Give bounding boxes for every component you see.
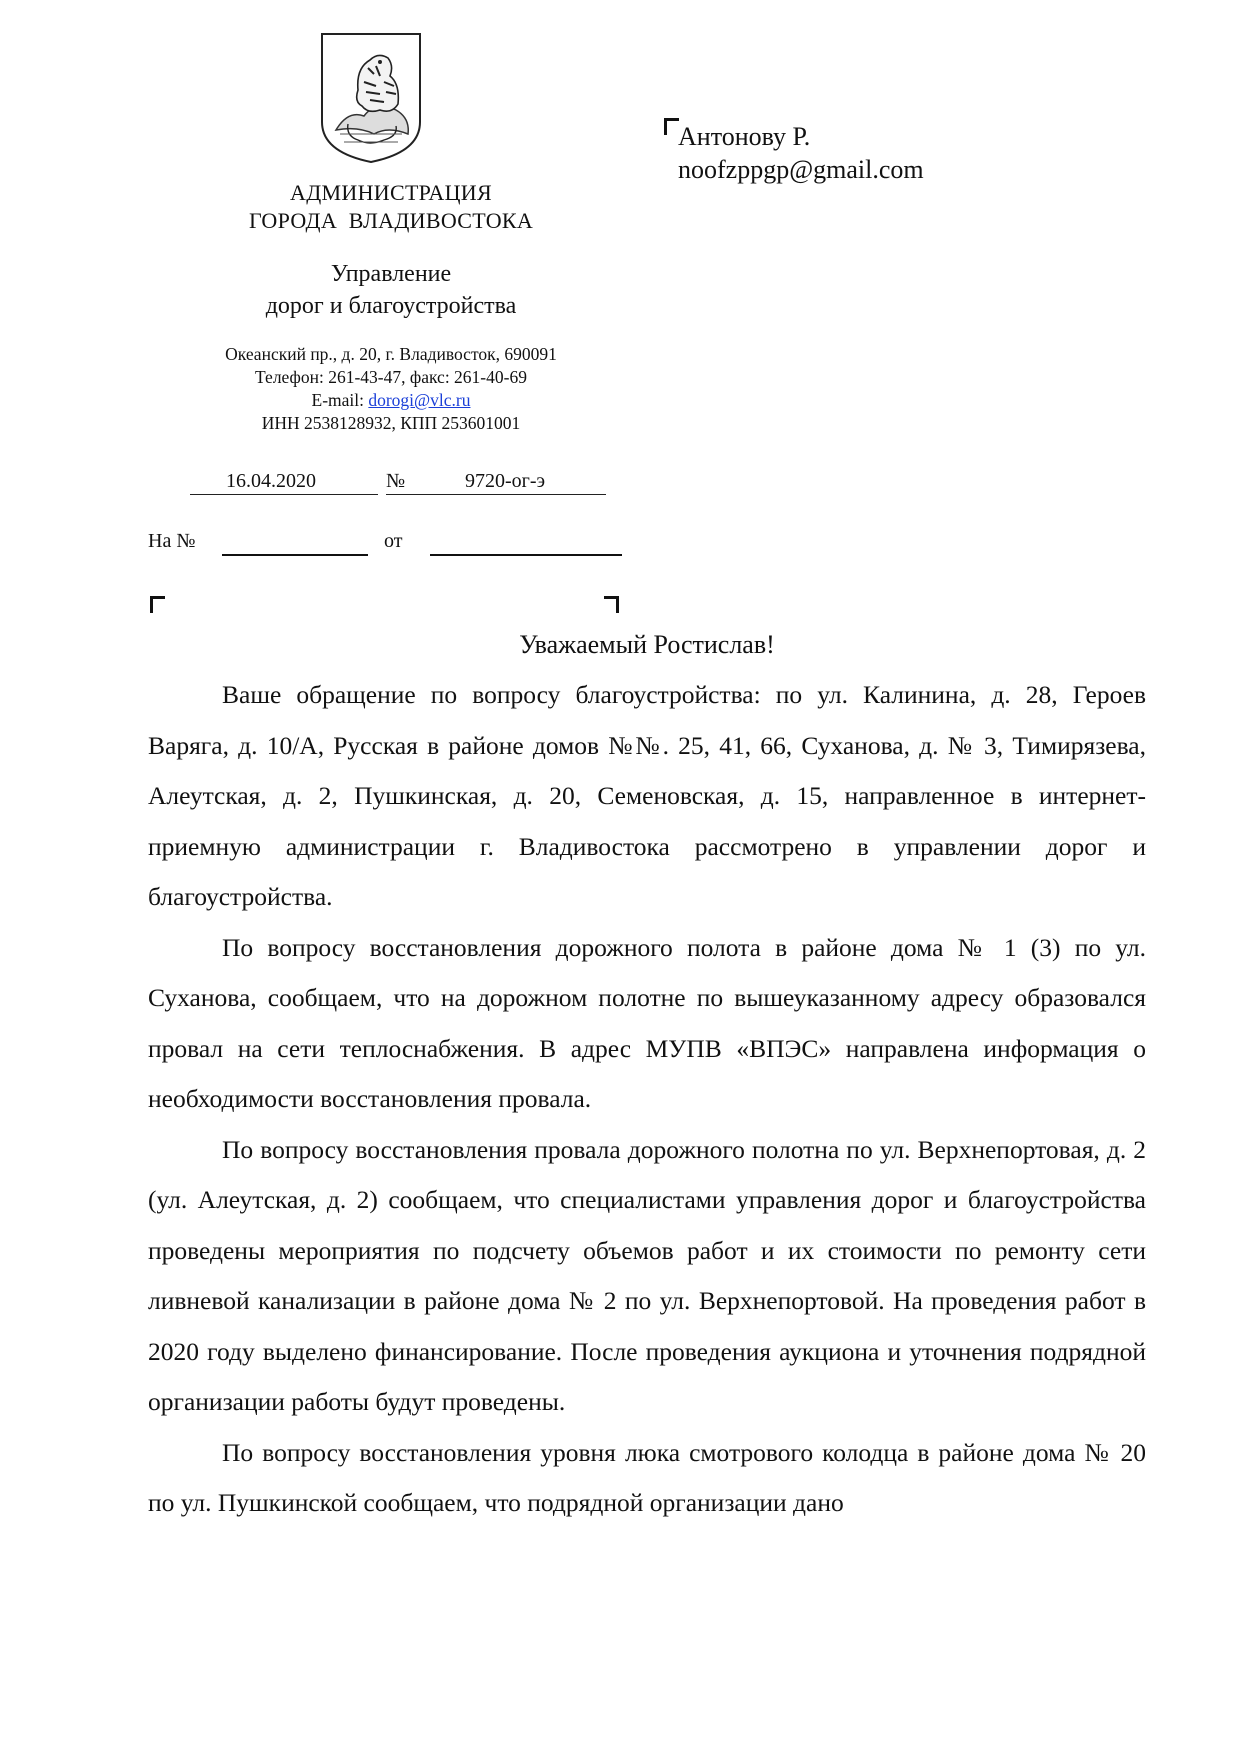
subject-bracket-left [150, 596, 165, 613]
salutation: Уважаемый Ростислав! [519, 630, 775, 659]
body-paragraph: По вопросу восстановления уровня люка смотрового колодца в районе дома № 20 по ул. Пушкинской сообщаем, что подрядной организации дано [148, 1437, 1146, 1517]
letter-number: 9720-ог-э [465, 470, 546, 492]
email-link[interactable]: dorogi@vlc.ru [368, 390, 471, 410]
reply-number-blank [222, 554, 368, 556]
reply-date-blank [430, 554, 622, 556]
addressee-bracket [664, 118, 679, 135]
reply-to-line [148, 528, 628, 558]
letter-date: 16.04.2020 [226, 470, 316, 492]
body-paragraph: По вопросу восстановления дорожного полота в районе дома № 1 (3) по ул. Суханова, сообщаем, что на дорожном полотне по вышеуказанному адресу образовался провал на сети теплоснабжения. В адрес МУПВ «ВПЭС» направлена информация о необходимости восстановления провала. [148, 932, 1146, 1113]
org-email [148, 389, 634, 412]
vladivostok-tiger-coat-of-arms-icon [318, 30, 424, 165]
org-name-line2: ГОРОДА ВЛАДИВОСТОКА [248, 208, 534, 233]
addressee-name: Антонову Р. [678, 122, 811, 151]
addressee-email: noofzppgp@gmail.com [678, 155, 924, 184]
org-address: Океанский пр., д. 20, г. Владивосток, 690091 [225, 344, 557, 364]
number-sign: № [386, 470, 406, 492]
subject-bracket-right [604, 596, 619, 613]
registration-line [190, 466, 606, 495]
from-label: от [384, 530, 403, 552]
department-line2: дорог и благоустройства [265, 293, 517, 319]
body-paragraph: Ваше обращение по вопросу благоустройства: по ул. Калинина, д. 28, Героев Варяга, д. 10/А, Русская в районе домов №№. 25, 41, 66, Суханова, д. № 3, Тимирязева, Алеутская, д. 2, Пушкинская, д. 20, Семеновская, д. 15, направленное в интернет-приемную администрации г. Владивостока рассмотрено в управлении дорог и благоустройства. [148, 680, 1146, 911]
email-label: E-mail: [311, 390, 369, 410]
body-paragraph: По вопросу восстановления провала дорожного полотна по ул. Верхнепортовая, д. 2 (ул. Алеутская, д. 2) сообщаем, что специалистами управления дорог и благоустройства проведены мероприятия по подсчету объемов работ и их стоимости по ремонту сети ливневой канализации в районе дома № 2 по ул. Верхнепортовой. На проведения работ в 2020 году выделено финансирование. После проведения аукциона и уточнения подрядной организации работы будут проведены. [148, 1134, 1146, 1416]
letter-body [148, 670, 1146, 1529]
org-name-line1: АДМИНИСТРАЦИЯ [290, 180, 492, 205]
org-tax-ids: ИНН 2538128932, КПП 253601001 [261, 413, 521, 433]
department-line1: Управление [330, 261, 452, 287]
org-phone: Телефон: 261-43-47, факс: 261-40-69 [255, 367, 527, 387]
reply-to-label: На № [148, 530, 196, 552]
